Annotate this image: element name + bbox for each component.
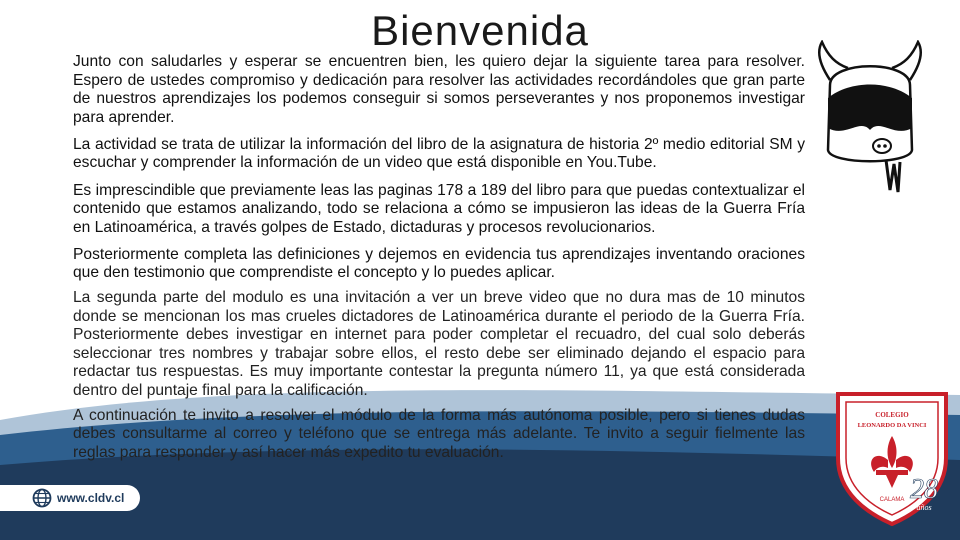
masked-character-icon (800, 40, 940, 205)
paragraph-reading: Es imprescindible que previamente leas las paginas 178 a 189 del libro para que puedas contextualizar el contenido que estamos analizando, todo se relaciona a cómo se impusieron las ideas de la Guerra Fría en Latinoamérica, a través golpes de Estado, dictaduras y procesos revolucionarios. (73, 181, 805, 236)
anniversary-unit: años (916, 503, 932, 512)
globe-icon (32, 488, 52, 508)
crest-school-name: LEONARDO DA VINCI (857, 422, 927, 429)
anniversary-number: 28 (910, 474, 938, 505)
slide-title: Bienvenida (371, 7, 589, 54)
paragraph-intro: Junto con saludarles y esperar se encuentren bien, les quiero dejar la siguiente tarea para resolver. Espero de ustedes compromiso y dedicación para resolver las actividades recordándoles que gran parte de nuestros aprendizajes los podemos conseguir si somos perseverantes y nos proponemos investigar para aprender. (73, 53, 805, 126)
paragraph-definitions: Posteriormente completa las definiciones y dejemos en evidencia tus aprendizajes inventando oraciones que den testimonio que comprendiste el concepto y lo puedes aplicar. (73, 245, 805, 282)
crest-top-text: COLEGIO (875, 411, 909, 419)
website-link[interactable] (0, 485, 140, 511)
paragraph-closing: A continuación te invito a resolver el módulo de la forma más autónoma posible, pero si tienes dudas debes consultarme al correo y teléfono que se entrega más adelante. Te invito a seguir fielmente las reglas para responder y así hacer más expedito tu evaluación. (73, 406, 805, 461)
body-text (73, 53, 805, 471)
paragraph-video: La segunda parte del modulo es una invitación a ver un breve video que no dura mas de 10 minutos donde se mencionan los mas crueles dictadores de Latinoamérica durante el periodo de la Guerra Fría. Posteriormente debes investigar en internet para poder completar el recuadro, del cual solo deberás seleccionar tres nombres y trabajar sobre ellos, el resto debe ser eliminado dejando el espacio para redactar tus respuestas. Es muy importante contestar la pregunta número 11, ya que está considerada dentro del puntaje final para la calificación. (73, 289, 805, 399)
school-crest-logo (832, 388, 952, 528)
website-url[interactable]: www.cldv.cl (57, 491, 125, 505)
crest-city: CALAMA (879, 497, 905, 503)
paragraph-activity: La actividad se trata de utilizar la información del libro de la asignatura de historia 2º medio editorial SM y escuchar y comprender la información de un video que está disponible en You.Tube. (73, 135, 805, 172)
